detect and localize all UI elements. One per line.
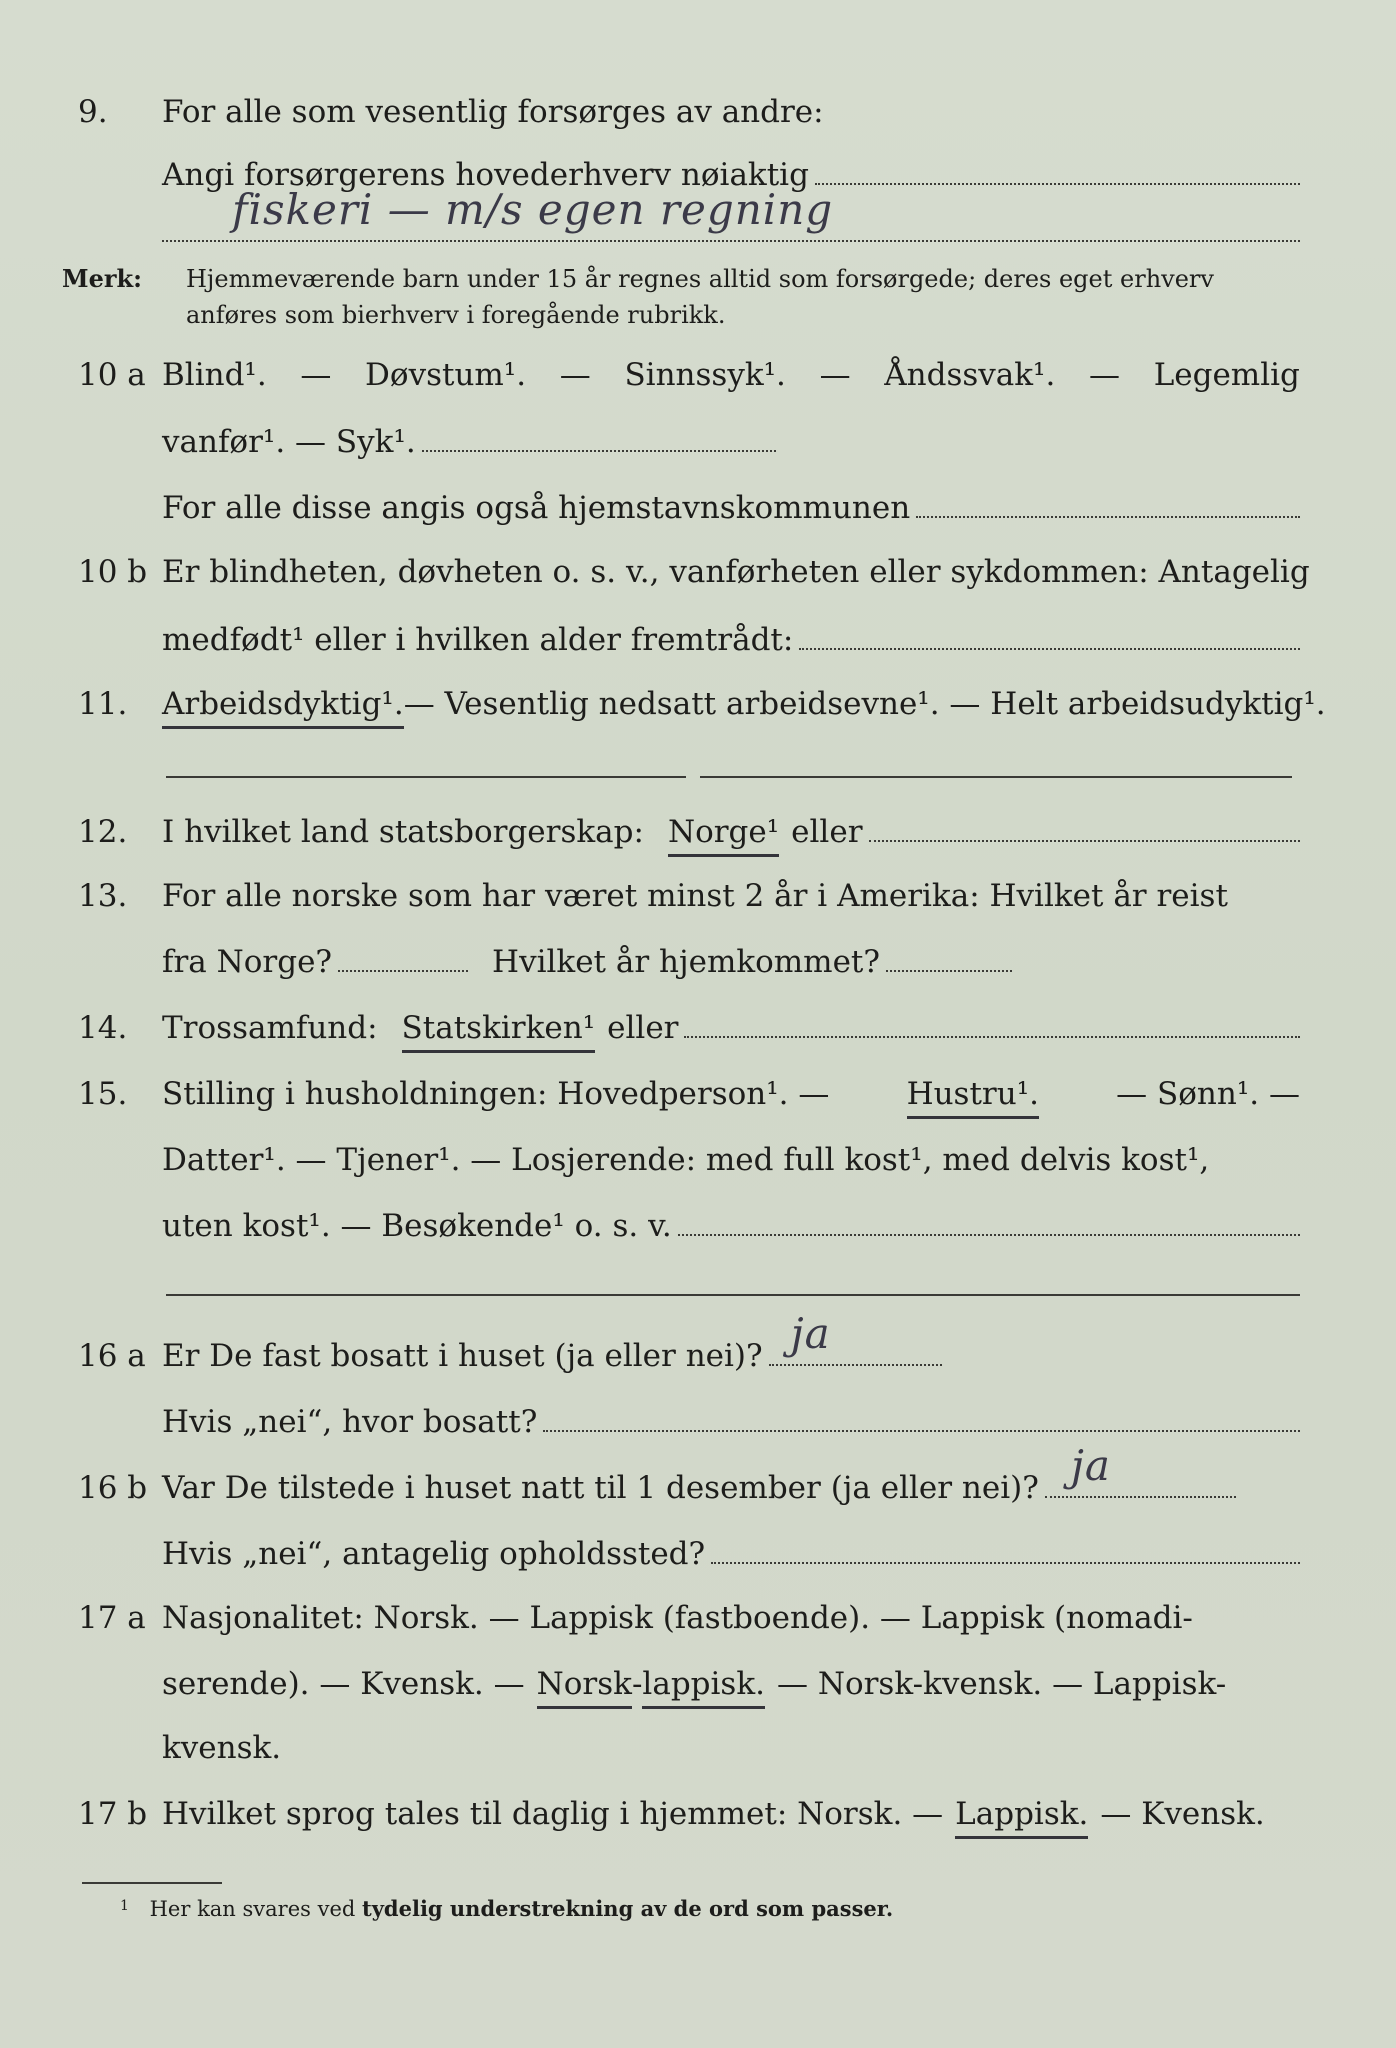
q9-handwritten-answer: fiskeri — m/s egen regning [232, 185, 834, 234]
q12-opt-norge-underlined: Norge¹ [668, 812, 779, 857]
q10a-opt-andssvak: Åndssvak¹. [884, 357, 1056, 393]
q17b-prompt: Hvilket sprog tales til daglig i hjemmet: Norsk. — [162, 1796, 944, 1832]
q16a-prompt-2: Hvis „nei“, hvor bosatt? [162, 1404, 538, 1440]
q17a-options-post: — Norsk-kvensk. — Lappisk- [776, 1666, 1227, 1702]
q17a-number: 17 a [78, 1600, 146, 1636]
q13-reist-prompt: fra Norge? [162, 944, 333, 980]
q14-opt-statskirken-underlined: Statskirken¹ [402, 1008, 596, 1053]
q17a-opt-lappisk-underlined: lappisk. [642, 1664, 765, 1709]
q12-eller: eller [791, 814, 863, 850]
q10a-number: 10 a [78, 357, 146, 393]
q13-question: For alle norske som har været minst 2 år i Amerika: Hvilket år reist [162, 878, 1228, 914]
q10a-opt-blind: Blind¹. [162, 357, 267, 393]
footnote [120, 1892, 893, 1923]
q16a-handwritten-answer: ja [790, 1309, 831, 1358]
q9-answer-line-1[interactable] [815, 155, 1300, 185]
q10a-hjemstavn: For alle disse angis også hjemstavnskommunen [162, 490, 911, 526]
q14-answer-line[interactable] [684, 1008, 1300, 1038]
q16a-bosatt-line[interactable] [543, 1402, 1300, 1432]
q10a-answer-line[interactable] [422, 422, 776, 452]
q11-answer-rule-right [700, 776, 1292, 778]
q16b-answer-line[interactable] [1045, 1441, 1236, 1498]
q10a-opt-dovstum: Døvstum¹. [365, 357, 527, 393]
q12-number: 12. [78, 814, 128, 850]
q14-number: 14. [78, 1010, 128, 1046]
q11-answer-rule-left [166, 776, 686, 778]
q9-line3 [0, 185, 1396, 262]
q16b-opholdssted-line[interactable] [711, 1534, 1300, 1564]
merk-label: Merk: [62, 264, 142, 293]
q15-options-3: uten kost¹. — Besøkende¹ o. s. v. [162, 1208, 672, 1244]
q10a-opt-legemlig: Legemlig [1153, 357, 1300, 393]
q16a-number: 16 a [78, 1338, 146, 1374]
footnote-mark: 1 [120, 1898, 129, 1914]
q15-prompt: Stilling i husholdningen: Hovedperson¹. — [162, 1076, 830, 1112]
q12-answer-line[interactable] [869, 812, 1300, 842]
q10b-prompt: medfødt¹ eller i hvilken alder fremtrådt: [162, 622, 794, 658]
q12-prompt: I hvilket land statsborgerskap: [162, 814, 644, 850]
q10b-question: Er blindheten, døvheten o. s. v., vanførheten eller sykdommen: Antagelig [162, 554, 1310, 590]
q9-number: 9. [78, 94, 108, 130]
q17b-opt-lappisk-underlined: Lappisk. [955, 1794, 1088, 1839]
census-form-page: 9. For alle som vesentlig forsørges av andre: Angi forsørgerens hovederhverv nøiaktig fiskeri — m/s egen regning Merk: Hjemmeværende barn under 15 år regnes alltid som forsørgede; deres eget erhverv anføres som bierhverv i foregående rubrikk. 10 a Blind¹. — Døvstum¹. — Sinnssyk¹. — Åndssvak¹. — Legemlig vanfør¹. — Syk¹. For alle disse angis også hjemstavnskommunen 10 b Er blindheten, døvheten o. s. v., vanførheten eller sykdommen: Antagelig medfødt¹ eller i hvilken alder fremtrådt: 11. Arbeidsdyktig¹. — Vesentlig nedsatt arbeidsevne¹. — Helt arbeidsudyktig¹. 12. I hvilket land statsborgerskap: Norge¹ eller 13. For alle norske som har været minst 2 år i Amerika: Hvilket år reist fra Norge? Hvilket år hjemkommet? 14. Trossamfund: Statskirken¹ eller 15. Stilling i husholdningen: Hovedperson¹. — Hustru¹. — Sønn¹. — Datter¹. — Tjener¹. — Losjerende: med full kost¹, med delvis kost¹, uten kost¹. — Besøkende¹ o. s. v. 16 a Er De fast bosatt i huset (ja eller nei)? ja Hvis „nei“, hvor bosatt? 16 b Var De tilstede i huset natt til 1 desember (ja eller nei)? ja Hvis „nei“, antagelig opholdssted? 17 a Nasjonalitet: Norsk. — Lappisk (fastboende). — Lappisk (nomadi- serende). — Kvensk. — Norsk - lappisk. — Norsk-kvensk. — Lappisk- kvensk. 17 b Hvilket sprog tales til daglig i hjemmet: Norsk. — Lappisk. — Kvensk. $^1$ Her kan svares ved tydelig understrekning av de ord som passer. [0, 0, 1396, 2048]
q10b-number: 10 b [78, 554, 148, 590]
footnote-bold-text: tydelig understrekning av de ord som passer. [362, 1896, 894, 1921]
q17a-opt-norsk-underlined: Norsk [537, 1664, 632, 1709]
q13-hjemkommet-line[interactable] [886, 942, 1012, 972]
q11-number: 11. [78, 686, 128, 722]
footnote-rule [82, 1882, 222, 1884]
q14-eller: eller [607, 1010, 679, 1046]
q9-answer-line-2[interactable] [162, 185, 1300, 242]
q17a-question: Nasjonalitet: Norsk. — Lappisk (fastboende). — Lappisk (nomadi- [162, 1600, 1193, 1636]
q10a-options: Blind¹. — Døvstum¹. — Sinnssyk¹. — Åndssvak¹. — Legemlig [162, 357, 1300, 393]
q11-rest: — Vesentlig nedsatt arbeidsevne¹. — Helt arbeidsudyktig¹. [403, 686, 1326, 722]
q16a-question: Er De fast bosatt i huset (ja eller nei)? [162, 1338, 763, 1374]
q13-hjemkommet-prompt: Hvilket år hjemkommet? [492, 944, 881, 980]
q16b-number: 16 b [78, 1470, 148, 1506]
q15-answer-rule [166, 1294, 1300, 1296]
q15-number: 15. [78, 1076, 128, 1112]
q13-number: 13. [78, 878, 128, 914]
q17b-number: 17 b [78, 1796, 148, 1832]
q16b-question: Var De tilstede i huset natt til 1 desember (ja eller nei)? [162, 1470, 1039, 1506]
q17a-options-pre: serende). — Kvensk. — [162, 1666, 525, 1702]
q10a-opt-sinnssyk: Sinnssyk¹. [624, 357, 786, 393]
q15-answer-line[interactable] [678, 1206, 1300, 1236]
footnote-text: Her kan svares ved [149, 1897, 356, 1921]
q14-prompt: Trossamfund: [162, 1010, 378, 1046]
q10b-answer-line[interactable] [799, 620, 1300, 650]
q15-sonn: — Sønn¹. — [1116, 1076, 1300, 1112]
merk-text-2: anføres som bierhverv i foregående rubrikk. [186, 301, 726, 329]
q16b-handwritten-answer: ja [1070, 1441, 1111, 1490]
merk-text-1: Hjemmeværende barn under 15 år regnes alltid som forsørgede; deres eget erhverv [186, 265, 1214, 293]
q15-options-2: Datter¹. — Tjener¹. — Losjerende: med full kost¹, med delvis kost¹, [162, 1142, 1210, 1178]
q16b-prompt-2: Hvis „nei“, antagelig opholdssted? [162, 1536, 706, 1572]
q9-prompt: Angi forsørgerens hovederhverv nøiaktig [162, 157, 809, 193]
q10a-vanfor-syk: vanfør¹. — Syk¹. [162, 424, 416, 460]
q10a-hjemstavn-line[interactable] [916, 488, 1300, 518]
q16a-answer-line[interactable] [769, 1309, 942, 1366]
q17a-kvensk: kvensk. [162, 1730, 282, 1766]
q17b-kvensk: — Kvensk. [1100, 1796, 1265, 1832]
q11-opt-arbeidsdyktig-underlined: Arbeidsdyktig¹. [162, 684, 404, 729]
q9-question: For alle som vesentlig forsørges av andre: [162, 94, 824, 130]
q13-reist-line[interactable] [338, 942, 468, 972]
q15-opt-hustru-underlined: Hustru¹. [907, 1074, 1039, 1119]
